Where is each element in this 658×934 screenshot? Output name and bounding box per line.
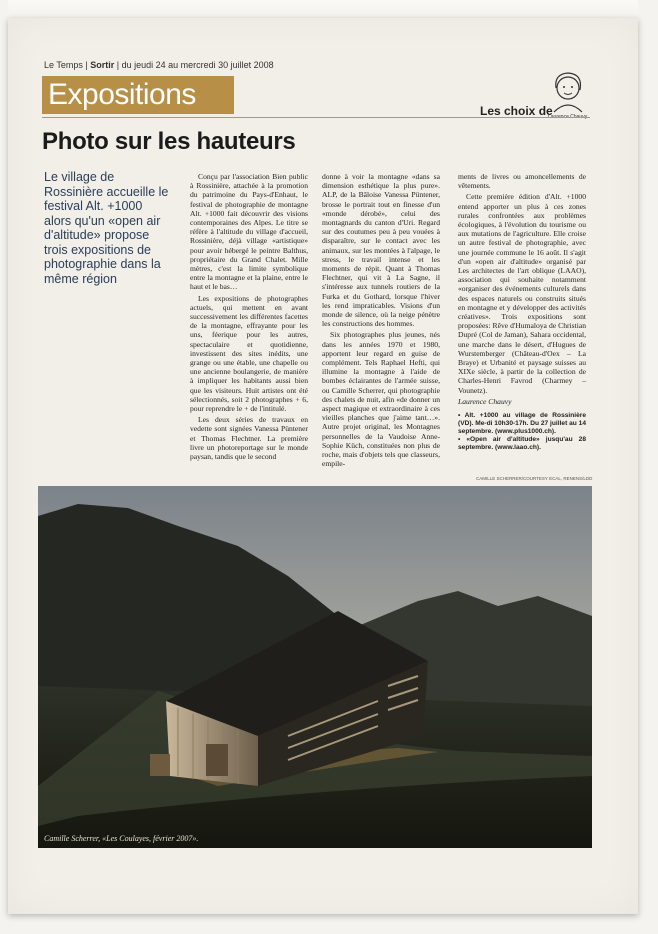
headline: Photo sur les hauteurs <box>42 128 296 155</box>
header-rule <box>42 117 590 118</box>
info-line-1: • Alt. +1000 au village de Rossinière (VD). Me-di 10h30-17h. Du 27 juillet au 14 septembre. (www.plus1000.ch). <box>458 412 586 436</box>
info-line-2: • «Open air d'altitude» jusqu'au 28 septembre. (www.laao.ch). <box>458 436 586 452</box>
col3-paragraph-1: ments de livres ou amoncellements de vêtements. <box>458 172 586 191</box>
section-title: Expositions <box>48 78 196 111</box>
chalet-photograph <box>38 486 592 848</box>
author-portrait-icon <box>546 68 590 114</box>
masthead-paper: Le Temps <box>44 60 83 70</box>
lead-text: Le village de Rossinière accueille le festival Alt. +1000 alors qu'un «open air d'altitude» propose trois expositions de photographie dans la même région <box>44 170 169 286</box>
col1-paragraph-2: Les expositions de photographes actuels, qui mettent en avant successivement les différentes facettes de la montagne, effrayante pour les uns, féerique pour les autres, spectaculaire et quotidienne, investissent des sites inédits, une grange ou une étable, une chapelle ou une ancienne boulangerie, de manière à impliquer les habitants aussi bien que les visiteurs. Huit artistes ont été sélectionnés, soit 2 photographes + 6, pour reprendre le + de l'intitulé. <box>190 293 308 414</box>
col1-paragraph-1: Conçu par l'association Bien public à Rossinière, attachée à la promotion du patrimoine du Pays-d'Enhaut, le festival de photographie de montagne Alt. +1000 fait découvrir des visions contemporaines des Alpes. Le titre se réfère à l'altitude du village d'accueil, Rossinière, déjà village «artistique» pour avoir hébergé le peintre Balthus, propriétaire du Grand Chalet. Mille mètres, c'est la limite symbolique entre la montagne et la plaine, entre le haut et le bas… <box>190 172 308 292</box>
article-column-3 <box>458 172 586 452</box>
col2-paragraph-1: donne à voir la montagne «dans sa dimension esthétique la plus pure». ALP, de la Bâloise Vanessa Püntener, brosse le portrait tout en finesse d'un «monde dérobé», celui des montagnards du canton d'Uri. Regard sur des coutumes peu à peu vouées à disparaître, sur le contact avec les animaux, sur les montées à l'alpage, le stress, le travail intense et les moments de répit. Quant à Thomas Flechtner, qui vit à La Sagne, il s'intéresse aux tunnels routiers de la Furka et du Gothard, lorsque l'hiver les rend impraticables. Visions d'un monde de silence, où la neige pénètre les constructions des hommes. <box>322 172 440 329</box>
author-name: Laurence Chauvy <box>548 114 588 120</box>
masthead: Le Temps | Sortir | du jeudi 24 au mercredi 30 juillet 2008 <box>44 60 274 70</box>
info-box <box>458 412 586 452</box>
photo-caption: Camille Scherrer, «Les Coulayes, février 2007». <box>44 834 199 843</box>
article-column-2 <box>322 172 440 471</box>
masthead-section: Sortir <box>90 60 115 70</box>
photo-credit: CAMILLE SCHERRER/COURTESY ECAL, RENENS/LDD <box>476 476 593 481</box>
article-column-1 <box>190 172 308 463</box>
col1-paragraph-3: Les deux séries de travaux en vedette sont signées Vanessa Püntener et Thomas Flechtner. La première livre un photoreportage sur le monde paysan, tandis que le second <box>190 415 308 462</box>
masthead-dates: du jeudi 24 au mercredi 30 juillet 2008 <box>121 60 274 70</box>
col3-paragraph-2: Cette première édition d'Alt. +1000 entend apporter un plus à ces zones rurales confrontées aux problèmes écologiques, à l'évolution du tourisme ou aux mutations de l'agriculture. Elle croise un autre festival de photographie, avec une journée commune le 16 août. Il s'agit d'un «open air d'altitude» organisé par Les architectes de l'art oblique (LAAO), association qui souhaite notamment «organiser des événements culturels dans des espaces naturels ou construits situés en montagne et y développer des activités créatives». Trois expositions sont proposées: Rêve d'Humaloya de Christian Dupré (Col de Jaman), Sahara occidental, une marche dans le désert, d'Hugues de Wurstemberger (Château-d'Oex – La Braye) et Urbanité et paysage suisses au XIXe siècle, à partir de la collection de Charles-Henri Favrod (Charmey – Vounetz). <box>458 192 586 395</box>
col2-paragraph-2: Six photographes plus jeunes, nés dans les années 1970 et 1980, apportent leur regard en guise de complément. Tels Raphael Hefti, qui illumine la montagne à l'aide de bombes éclairantes de l'armée suisse, ou Camille Scherrer, qui photographie des chalets de nuit, afin «de donner un aspect magique et extraordinaire à ces vieilles planches que j'aime tant…». Autre projet original, les Montagnes personnelles de la Vaudoise Anne-Sophie Küch, constituées non plus de roche, mais d'objets tels que classeurs, empile- <box>322 330 440 469</box>
section-banner <box>42 76 234 114</box>
choix-label: Les choix de <box>480 104 553 118</box>
signature: Laurence Chauvy <box>458 396 512 406</box>
